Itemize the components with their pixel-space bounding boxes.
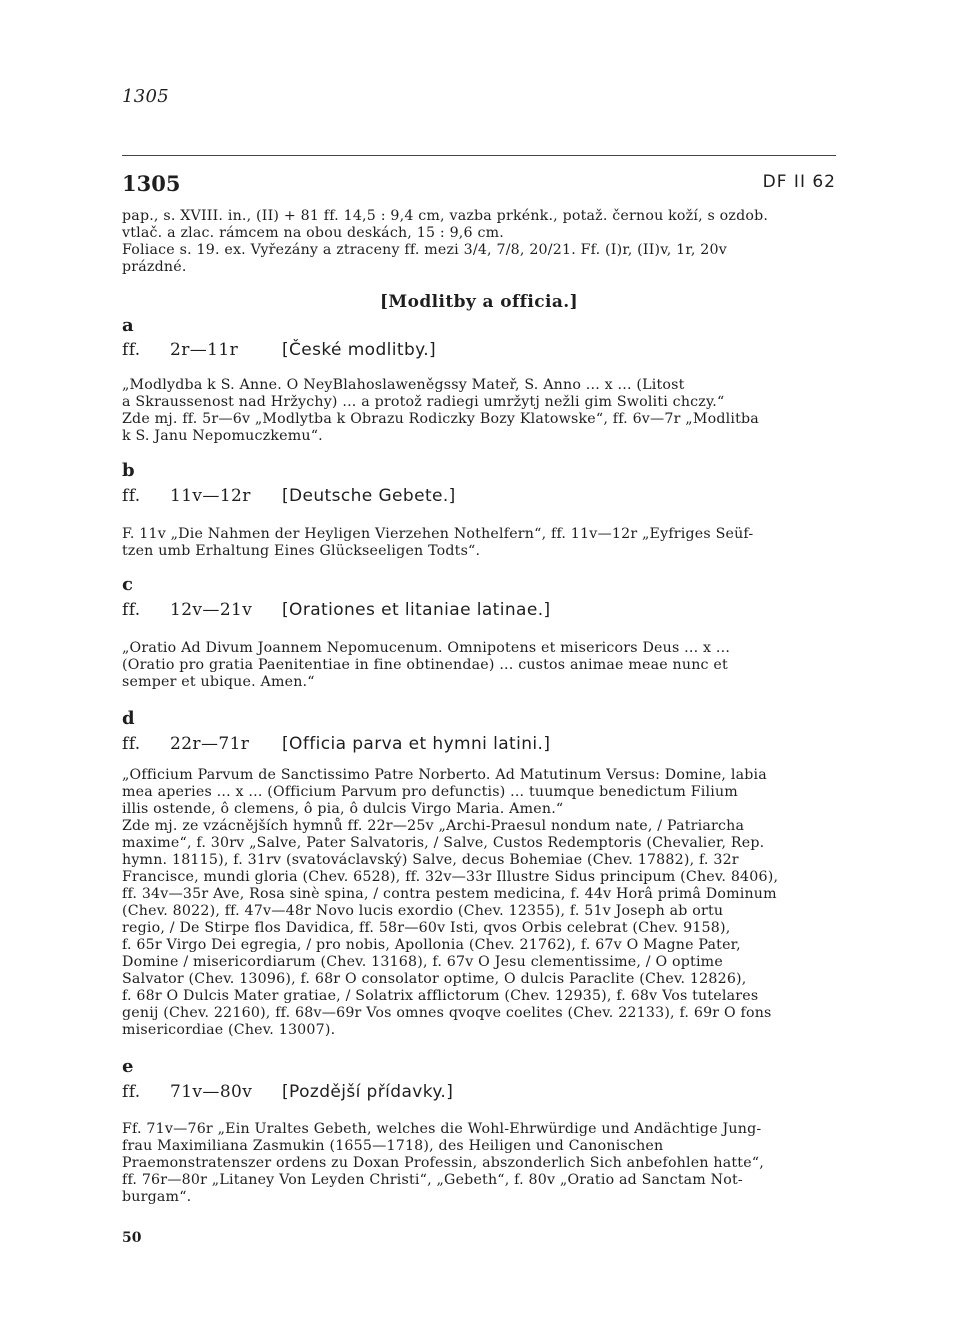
text-line: semper et ubique. Amen.“ <box>122 674 315 690</box>
text-line: illis ostende, ô clemens, ô pia, ô dulcis Virgo Maria. Amen.“ <box>122 801 564 817</box>
section-letter-c: c <box>122 574 133 595</box>
ff-label: ff. <box>122 600 141 620</box>
page-number: 50 <box>122 1230 142 1246</box>
section-text-d <box>122 767 836 1039</box>
ff-label: ff. <box>122 734 141 754</box>
section-header-e <box>122 1082 453 1102</box>
section-letter-d: d <box>122 708 135 729</box>
section-letter-e: e <box>122 1056 134 1077</box>
text-line: frau Maximiliana Zasmukin (1655—1718), des Heiligen und Canonischen <box>122 1138 664 1154</box>
ff-label: ff. <box>122 1082 141 1102</box>
text-line: „Modlydba k S. Anne. O NeyBlahoslaweněgssy Mateř, S. Anno ... x ... (Litost <box>122 377 685 393</box>
folio-range: 12v—21v <box>170 600 253 620</box>
section-letter-a: a <box>122 315 134 336</box>
text-line: F. 11v „Die Nahmen der Heyligen Vierzehen Nothelfern“, ff. 11v—12r „Eyfriges Seüf- <box>122 526 754 542</box>
description-line: pap., s. XVIII. in., (II) + 81 ff. 14,5 : 9,4 cm, vazba prkénk., potaž. černou koží, s ozdob. <box>122 208 769 224</box>
section-text-b <box>122 526 836 560</box>
text-line: „Officium Parvum de Sanctissimo Patre Norberto. Ad Matutinum Versus: Domine, labia <box>122 767 767 783</box>
section-header-a <box>122 340 436 360</box>
description-line: prázdné. <box>122 259 187 275</box>
text-line: hymn. 18115), f. 31rv (svatováclavský) Salve, decus Bohemiae (Chev. 17882), f. 32r <box>122 852 739 868</box>
folio-range: 22r—71r <box>170 734 250 754</box>
text-line: mea aperies ... x ... (Officium Parvum pro defunctis) ... tuumque benedictum Filium <box>122 784 738 800</box>
text-line: (Chev. 8022), ff. 47v—48r Novo lucis exordio (Chev. 12355), f. 51v Joseph ab ortu <box>122 903 724 919</box>
running-head: 1305 <box>122 86 170 107</box>
text-line: a Skraussenost nad Hržychy) ... a protož radiegi umržytj nežli gim Swoliti chczy.“ <box>122 394 725 410</box>
description-block <box>122 208 836 276</box>
text-line: maxime“, f. 30rv „Salve, Pater Salvatoris, / Salve, Custos Redemptoris (Chevalier, Rep. <box>122 835 765 851</box>
description-line: vtlač. a zlac. rámcem na obou deskách, 15 : 9,6 cm. <box>122 225 504 241</box>
section-heading: [České modlitby.] <box>282 340 437 360</box>
section-header-b <box>122 486 456 506</box>
section-header-d <box>122 734 550 754</box>
text-line: f. 68r O Dulcis Mater gratiae, / Solatrix afflictorum (Chev. 12935), f. 68v Vos tutelares <box>122 988 759 1004</box>
ff-label: ff. <box>122 340 141 360</box>
text-line: (Oratio pro gratia Paenitentiae in fine obtinendae) ... custos animae meae nunc et <box>122 657 728 673</box>
text-line: burgam“. <box>122 1189 192 1205</box>
section-heading: [Orationes et litaniae latinae.] <box>282 600 551 620</box>
text-line: k S. Janu Nepomuczkemu“. <box>122 428 323 444</box>
text-line: misericordiae (Chev. 13007). <box>122 1022 336 1038</box>
entry-number: 1305 <box>122 171 181 196</box>
folio-range: 2r—11r <box>170 340 239 360</box>
section-text-c <box>122 640 836 691</box>
text-line: Zde mj. ze vzácnějších hymnů ff. 22r—25v „Archi-Praesul nondum nate, / Patriarcha <box>122 818 745 834</box>
section-header-c <box>122 600 551 620</box>
section-letter-b: b <box>122 460 135 481</box>
text-line: tzen umb Erhaltung Eines Glückseeligen Todts“. <box>122 543 481 559</box>
text-line: Francisce, mundi gloria (Chev. 6528), ff. 32v—33r Illustre Sidus principum (Chev. 8406), <box>122 869 779 885</box>
text-line: Zde mj. ff. 5r—6v „Modlytba k Obrazu Rodiczky Bozy Klatowske“, ff. 6v—7r „Modlitba <box>122 411 759 427</box>
text-line: ff. 76r—80r „Litaney Von Leyden Christi“, „Gebeth“, f. 80v „Oratio ad Sanctam Not- <box>122 1172 743 1188</box>
section-text-a <box>122 377 836 445</box>
header-rule <box>122 155 836 156</box>
text-line: f. 65r Virgo Dei egregia, / pro nobis, Apollonia (Chev. 21762), f. 67v O Magne Pater, <box>122 937 741 953</box>
text-line: Domine / misericordiarum (Chev. 13168), f. 67v O Jesu clementissime, / O optime <box>122 954 723 970</box>
shelfmark: DF II 62 <box>762 172 836 192</box>
folio-range: 11v—12r <box>170 486 251 506</box>
text-line: genij (Chev. 22160), ff. 68v—69r Vos omnes qvoqve coelites (Chev. 22133), f. 69r O fons <box>122 1005 772 1021</box>
section-heading: [Pozdější přídavky.] <box>282 1082 454 1102</box>
section-title: [Modlitby a officia.] <box>379 292 579 312</box>
section-heading: [Deutsche Gebete.] <box>282 486 456 506</box>
section-text-e <box>122 1121 836 1206</box>
ff-label: ff. <box>122 486 141 506</box>
section-heading: [Officia parva et hymni latini.] <box>282 734 551 754</box>
text-line: Salvator (Chev. 13096), f. 68r O consolator optime, O dulcis Paraclite (Chev. 12826), <box>122 971 747 987</box>
folio-range: 71v—80v <box>170 1082 253 1102</box>
text-line: ff. 34v—35r Ave, Rosa sinè spina, / contra pestem medicina, f. 44v Horâ primâ Dominum <box>122 886 777 902</box>
description-line: Foliace s. 19. ex. Vyřezány a ztraceny ff. mezi 3/4, 7/8, 20/21. Ff. (I)r, (II)v, 1r, 20v <box>122 242 727 258</box>
text-line: Praemonstratenszer ordens zu Doxan Professin, abszonderlich Sich anbefohlen hatte“, <box>122 1155 764 1171</box>
text-line: regio, / De Stirpe flos Davidica, ff. 58r—60v Isti, qvos Orbis celebrat (Chev. 9158), <box>122 920 731 936</box>
text-line: Ff. 71v—76r „Ein Uraltes Gebeth, welches die Wohl-Ehrwürdige und Andächtige Jung- <box>122 1121 762 1137</box>
text-line: „Oratio Ad Divum Joannem Nepomucenum. Omnipotens et misericors Deus ... x ... <box>122 640 731 656</box>
